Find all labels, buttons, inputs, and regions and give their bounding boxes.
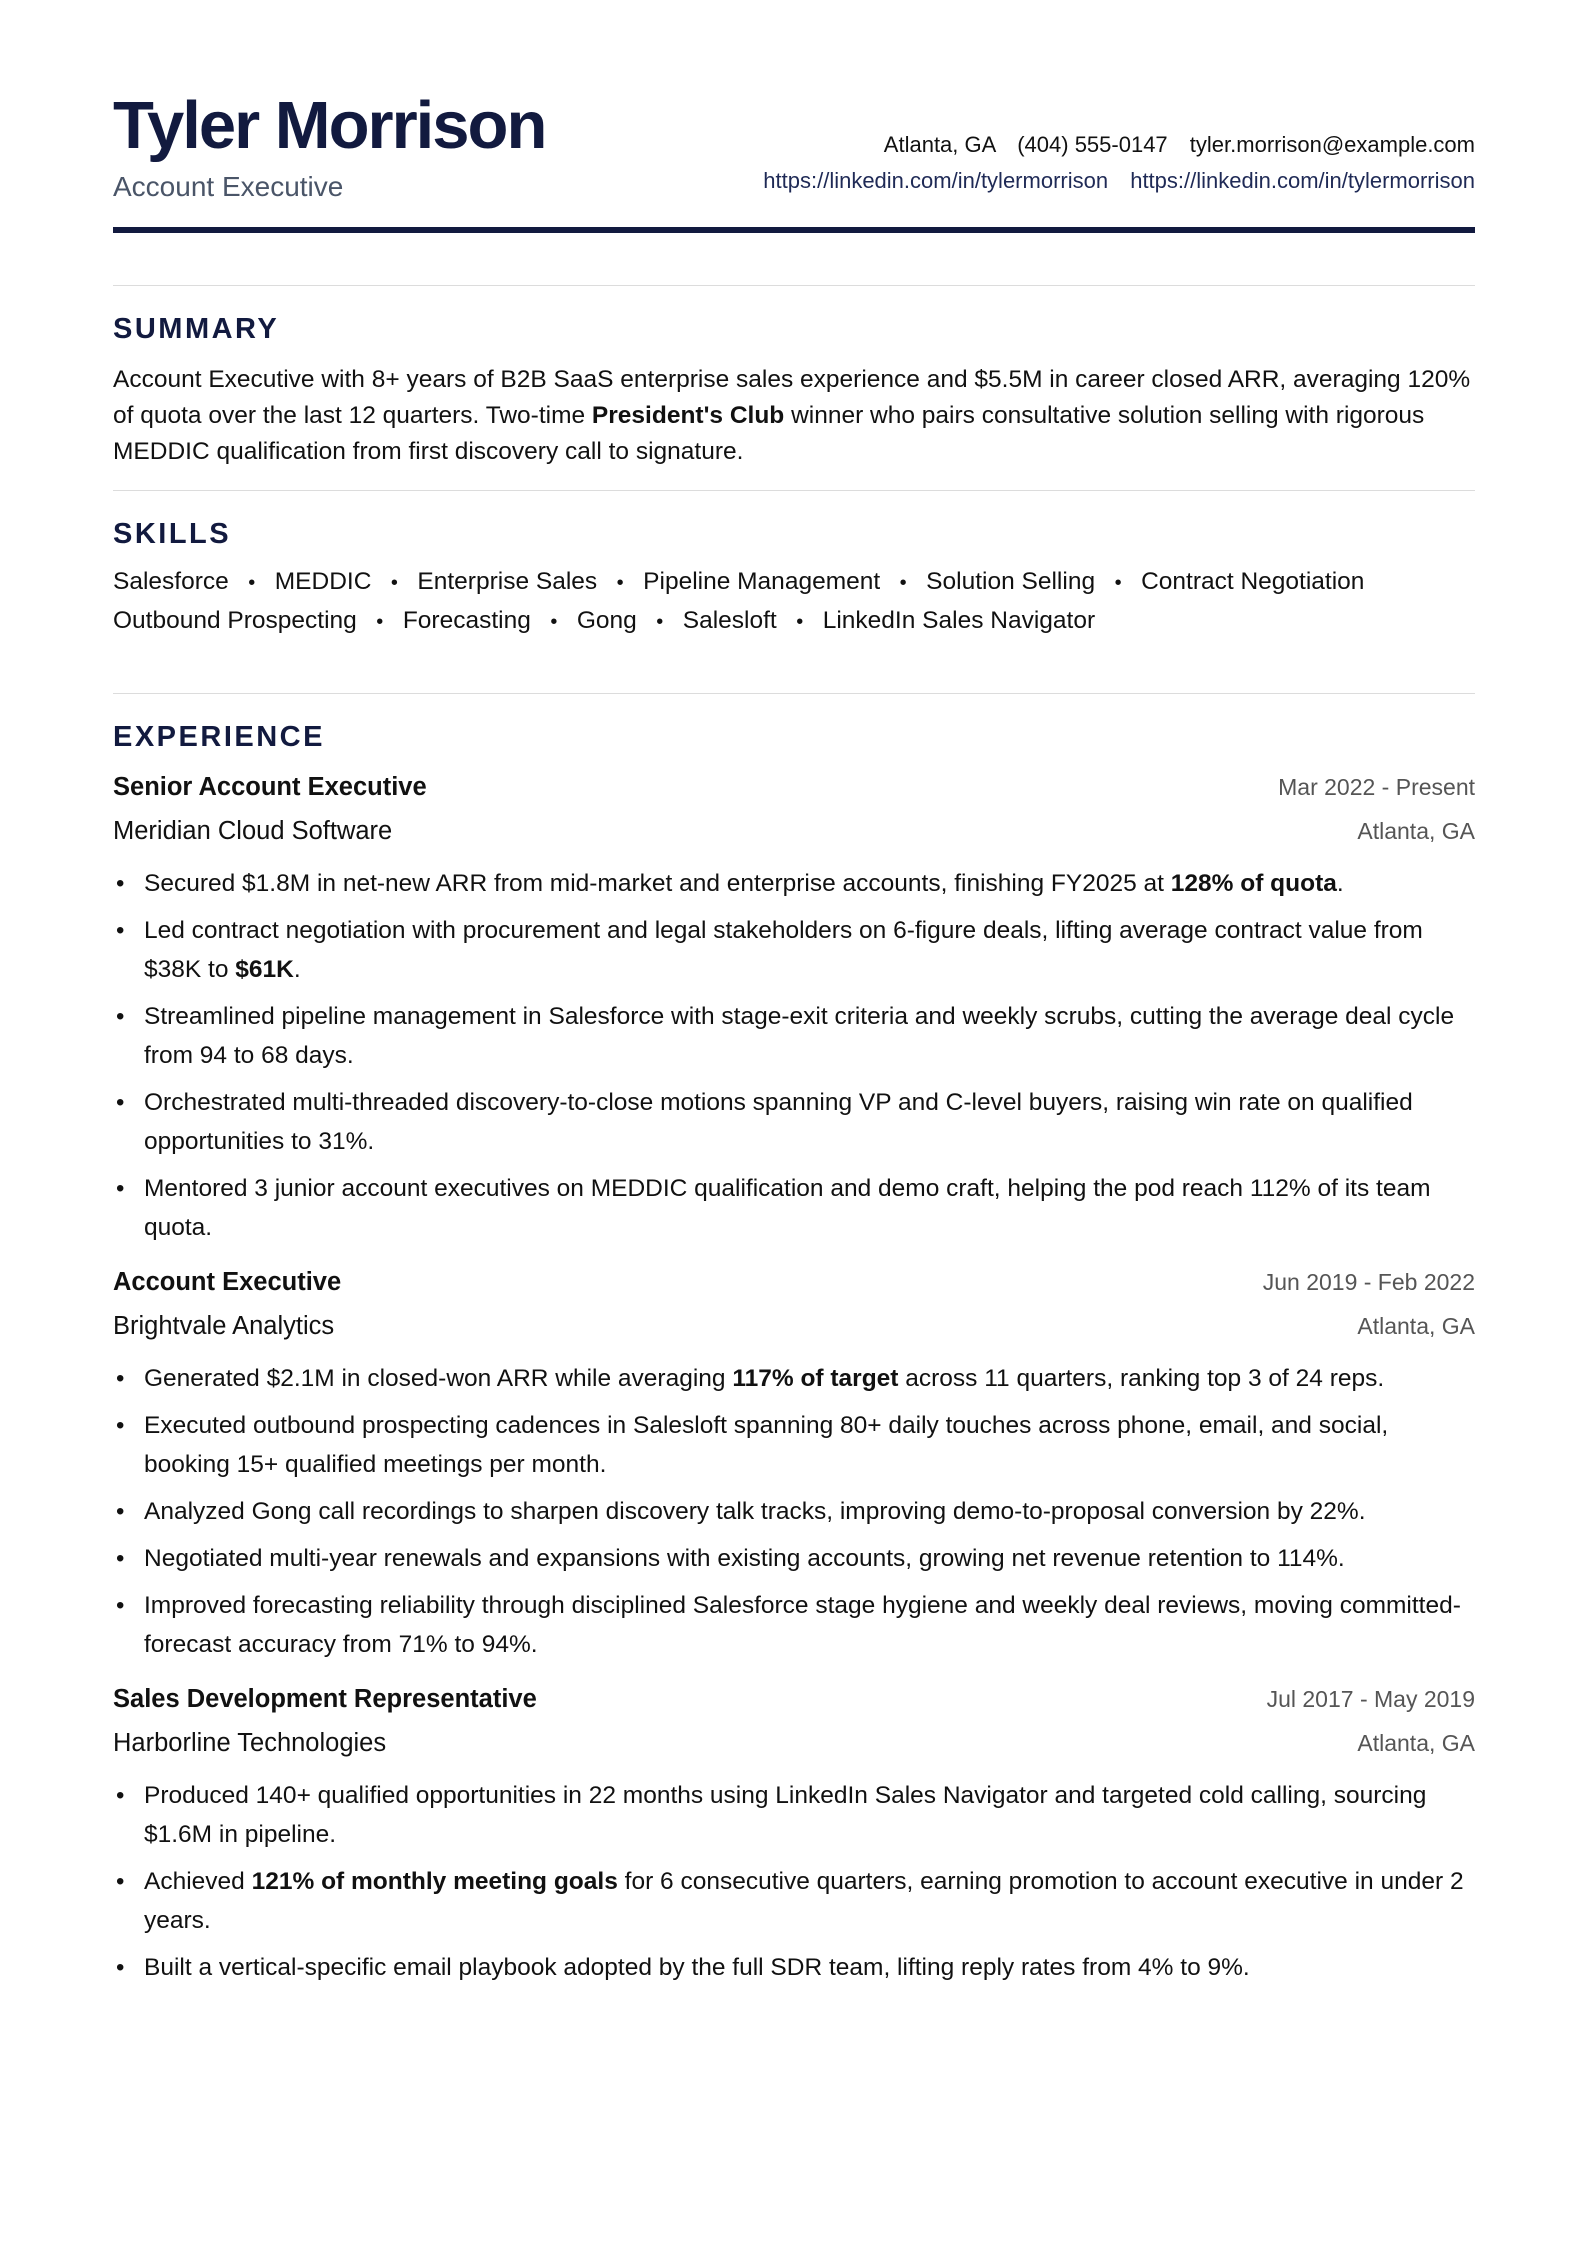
- job-entry: [113, 1265, 1475, 1664]
- job-bullets: [113, 1776, 1475, 1987]
- skill-item: Gong •: [577, 607, 683, 634]
- job-list: [113, 770, 1475, 1987]
- contact-email[interactable]: tyler.morrison@example.com: [1189, 132, 1475, 157]
- bullet-item: • Analyzed Gong call recordings to sharpen discovery talk tracks, improving demo-to-proposal conversion by 22%.: [113, 1492, 1475, 1531]
- job-entry: [113, 1682, 1475, 1987]
- job-title: Account Executive: [113, 1268, 342, 1296]
- skill-item: Pipeline Management •: [643, 568, 926, 595]
- summary-text: Account Executive with 8+ years of B2B SaaS enterprise sales experience and $5.5M in career closed ARR, averaging 120% of quota over the last 12 quarters. Two-time President's Club winner who pairs consultative solution selling with rigorous MEDDIC qualification from first discovery call to signature.: [113, 366, 1471, 465]
- skill-item: Contract Negotiation: [1141, 568, 1365, 595]
- contact-phone: (404) 555-0147: [1017, 132, 1168, 157]
- skill-item: Salesforce •: [113, 568, 275, 595]
- job-subheader: [113, 1299, 1475, 1343]
- job-header: [113, 770, 1475, 804]
- summary-section: [113, 285, 1475, 490]
- job-location: Atlanta, GA: [1357, 818, 1475, 844]
- job-subheader: [113, 1716, 1475, 1760]
- section-title: EXPERIENCE: [113, 721, 325, 753]
- contact-location: Atlanta, GA: [883, 132, 996, 157]
- contact-link[interactable]: https://linkedin.com/in/tylermorrison: [763, 168, 1109, 193]
- section-title: SUMMARY: [113, 313, 280, 345]
- contact-link[interactable]: https://linkedin.com/in/tylermorrison: [1130, 168, 1475, 193]
- job-title: Sales Development Representative: [113, 1685, 537, 1713]
- job-title: Senior Account Executive: [113, 773, 427, 801]
- bullet-item: • Executed outbound prospecting cadences in Salesloft spanning 80+ daily touches across phone, email, and social, booking 15+ qualified meetings per month.: [113, 1406, 1475, 1484]
- job-company: Meridian Cloud Software: [113, 817, 393, 845]
- contact-info: [763, 134, 1475, 192]
- job-company: Harborline Technologies: [113, 1729, 387, 1757]
- bullet-item: • Secured $1.8M in net-new ARR from mid-market and enterprise accounts, finishing FY2025 at 128% of quota.: [113, 864, 1475, 903]
- resume-header: [113, 0, 1475, 238]
- bullet-item: • Negotiated multi-year renewals and expansions with existing accounts, growing net revenue retention to 114%.: [113, 1539, 1475, 1578]
- header-divider: [113, 227, 1475, 233]
- section-title: SKILLS: [113, 518, 232, 550]
- skill-item: Enterprise Sales •: [417, 568, 643, 595]
- skill-item: Outbound Prospecting •: [113, 607, 403, 634]
- bullet-item: • Achieved 121% of monthly meeting goals for 6 consecutive quarters, earning promotion to account executive in under 2 years.: [113, 1862, 1475, 1940]
- bullet-item: • Produced 140+ qualified opportunities in 22 months using LinkedIn Sales Navigator and targeted cold calling, sourcing $1.6M in pipeline.: [113, 1776, 1475, 1854]
- job-bullets: [113, 1359, 1475, 1664]
- job-subheader: [113, 804, 1475, 848]
- candidate-name: Tyler Morrison: [113, 88, 546, 163]
- bullet-item: • Mentored 3 junior account executives on MEDDIC qualification and demo craft, helping the pod reach 112% of its team quota.: [113, 1169, 1475, 1247]
- bullet-item: • Streamlined pipeline management in Salesforce with stage-exit criteria and weekly scrubs, cutting the average deal cycle from 94 to 68 days.: [113, 997, 1475, 1075]
- bullet-item: • Improved forecasting reliability through disciplined Salesforce stage hygiene and weekly deal reviews, moving committed-forecast accuracy from 71% to 94%.: [113, 1586, 1475, 1664]
- job-location: Atlanta, GA: [1357, 1313, 1475, 1339]
- skills-section: [113, 490, 1475, 693]
- job-header: [113, 1682, 1475, 1716]
- job-entry: [113, 770, 1475, 1247]
- skill-item: Solution Selling •: [926, 568, 1141, 595]
- candidate-role: Account Executive: [113, 171, 344, 202]
- skill-item: Salesloft •: [683, 607, 823, 634]
- bullet-item: • Led contract negotiation with procurement and legal stakeholders on 6-figure deals, lifting average contract value from $38K to $61K.: [113, 911, 1475, 989]
- job-bullets: [113, 864, 1475, 1247]
- skills-list: [113, 563, 1413, 641]
- bullet-item: • Orchestrated multi-threaded discovery-to-close motions spanning VP and C-level buyers, raising win rate on qualified opportunities to 31%.: [113, 1083, 1475, 1161]
- bullet-item: • Built a vertical-specific email playbook adopted by the full SDR team, lifting reply rates from 4% to 9%.: [113, 1948, 1475, 1987]
- job-company: Brightvale Analytics: [113, 1312, 335, 1340]
- job-header: [113, 1265, 1475, 1299]
- skill-item: MEDDIC •: [275, 568, 418, 595]
- job-dates: Jun 2019 - Feb 2022: [1262, 1269, 1475, 1295]
- skill-item: LinkedIn Sales Navigator: [822, 607, 1096, 634]
- experience-section: [113, 693, 1475, 1987]
- job-location: Atlanta, GA: [1357, 1730, 1475, 1756]
- bullet-item: • Generated $2.1M in closed-won ARR while averaging 117% of target across 11 quarters, ranking top 3 of 24 reps.: [113, 1359, 1475, 1398]
- skill-item: Forecasting •: [403, 607, 577, 634]
- job-dates: Mar 2022 - Present: [1278, 774, 1475, 800]
- job-dates: Jul 2017 - May 2019: [1266, 1686, 1475, 1712]
